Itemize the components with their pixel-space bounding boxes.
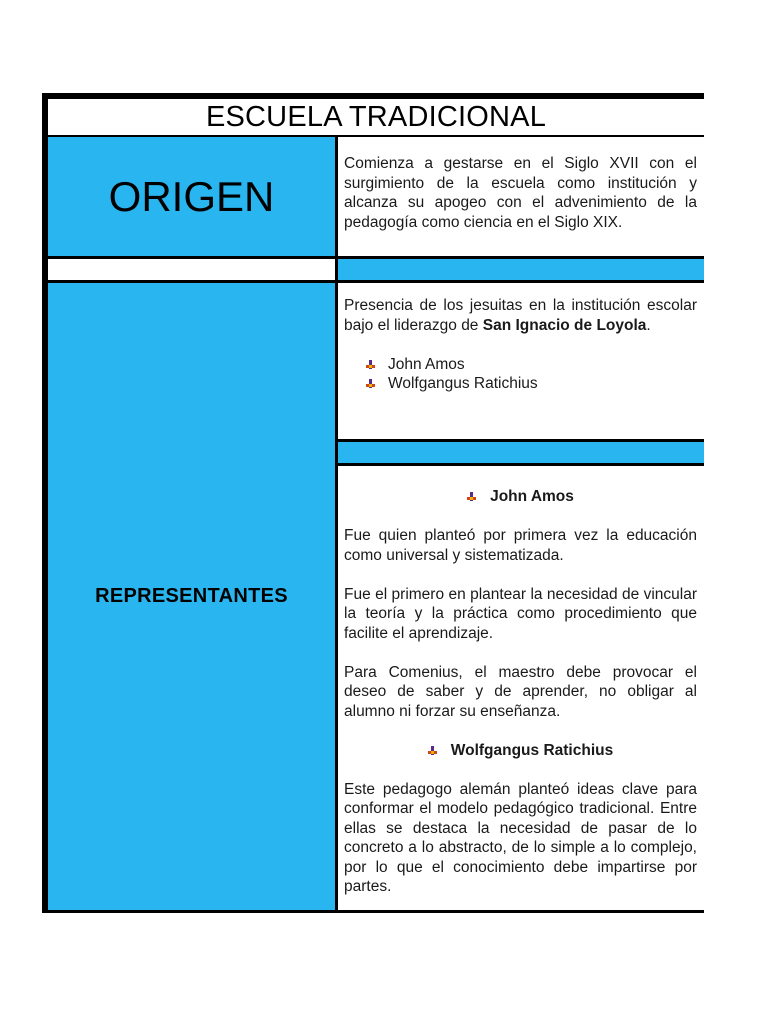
representantes-details-cell bbox=[338, 466, 704, 910]
ratichius-heading bbox=[344, 741, 697, 761]
bullet-icon bbox=[366, 379, 375, 388]
origen-label: ORIGEN bbox=[48, 137, 335, 256]
spacer-row-left bbox=[48, 259, 335, 280]
john-amos-heading bbox=[344, 487, 697, 507]
spacer-row-middle bbox=[338, 442, 704, 463]
intro-text: Presencia de los jesuitas en la institución escolar bajo el liderazgo de bbox=[344, 297, 697, 334]
representantes-label: REPRESENTANTES bbox=[48, 283, 335, 910]
ratichius-heading-text: Wolfgangus Ratichius bbox=[450, 741, 614, 759]
list-item bbox=[366, 355, 697, 375]
san-ignacio-name: San Ignacio de Loyola bbox=[482, 316, 647, 334]
document-table bbox=[42, 93, 704, 913]
intro-period: . bbox=[646, 316, 651, 334]
document-title: ESCUELA TRADICIONAL bbox=[48, 99, 704, 135]
representantes-list bbox=[344, 355, 697, 394]
bullet-icon bbox=[467, 492, 476, 501]
bullet-icon bbox=[366, 360, 375, 369]
representantes-intro bbox=[344, 296, 697, 335]
list-item-label: Wolfgangus Ratichius bbox=[388, 375, 538, 392]
list-item bbox=[366, 374, 697, 394]
ratichius-paragraph: Este pedagogo alemán planteó ideas clave para conformar el modelo pedagógico tradicional. Entre ellas se destaca la necesidad de pasar de lo concreto a lo abstracto, de lo simple a lo complejo, por lo que el conocimiento debe impartirse por partes. bbox=[344, 780, 697, 895]
list-item-label: John Amos bbox=[388, 355, 465, 373]
john-amos-paragraph-1: Fue quien planteó por primera vez la educación como universal y sistematizada. bbox=[344, 527, 697, 564]
spacer-row-right bbox=[338, 259, 704, 280]
origen-cell bbox=[338, 137, 704, 256]
representantes-intro-cell bbox=[338, 283, 704, 439]
bullet-icon bbox=[428, 746, 437, 755]
john-amos-heading-text: John Amos bbox=[490, 488, 574, 505]
john-amos-paragraph-3: Para Comenius, el maestro debe provocar el deseo de saber y de aprender, no obligar al alumno ni forzar su enseñanza. bbox=[344, 663, 697, 720]
john-amos-paragraph-2: Fue el primero en plantear la necesidad de vincular la teoría y la práctica como procedimiento que facilite el aprendizaje. bbox=[344, 585, 697, 642]
origen-text: Comienza a gestarse en el Siglo XVII con el surgimiento de la escuela como institución y alcanza su apogeo con el advenimiento de la pedagogía como ciencia en el Siglo XIX. bbox=[344, 155, 697, 231]
